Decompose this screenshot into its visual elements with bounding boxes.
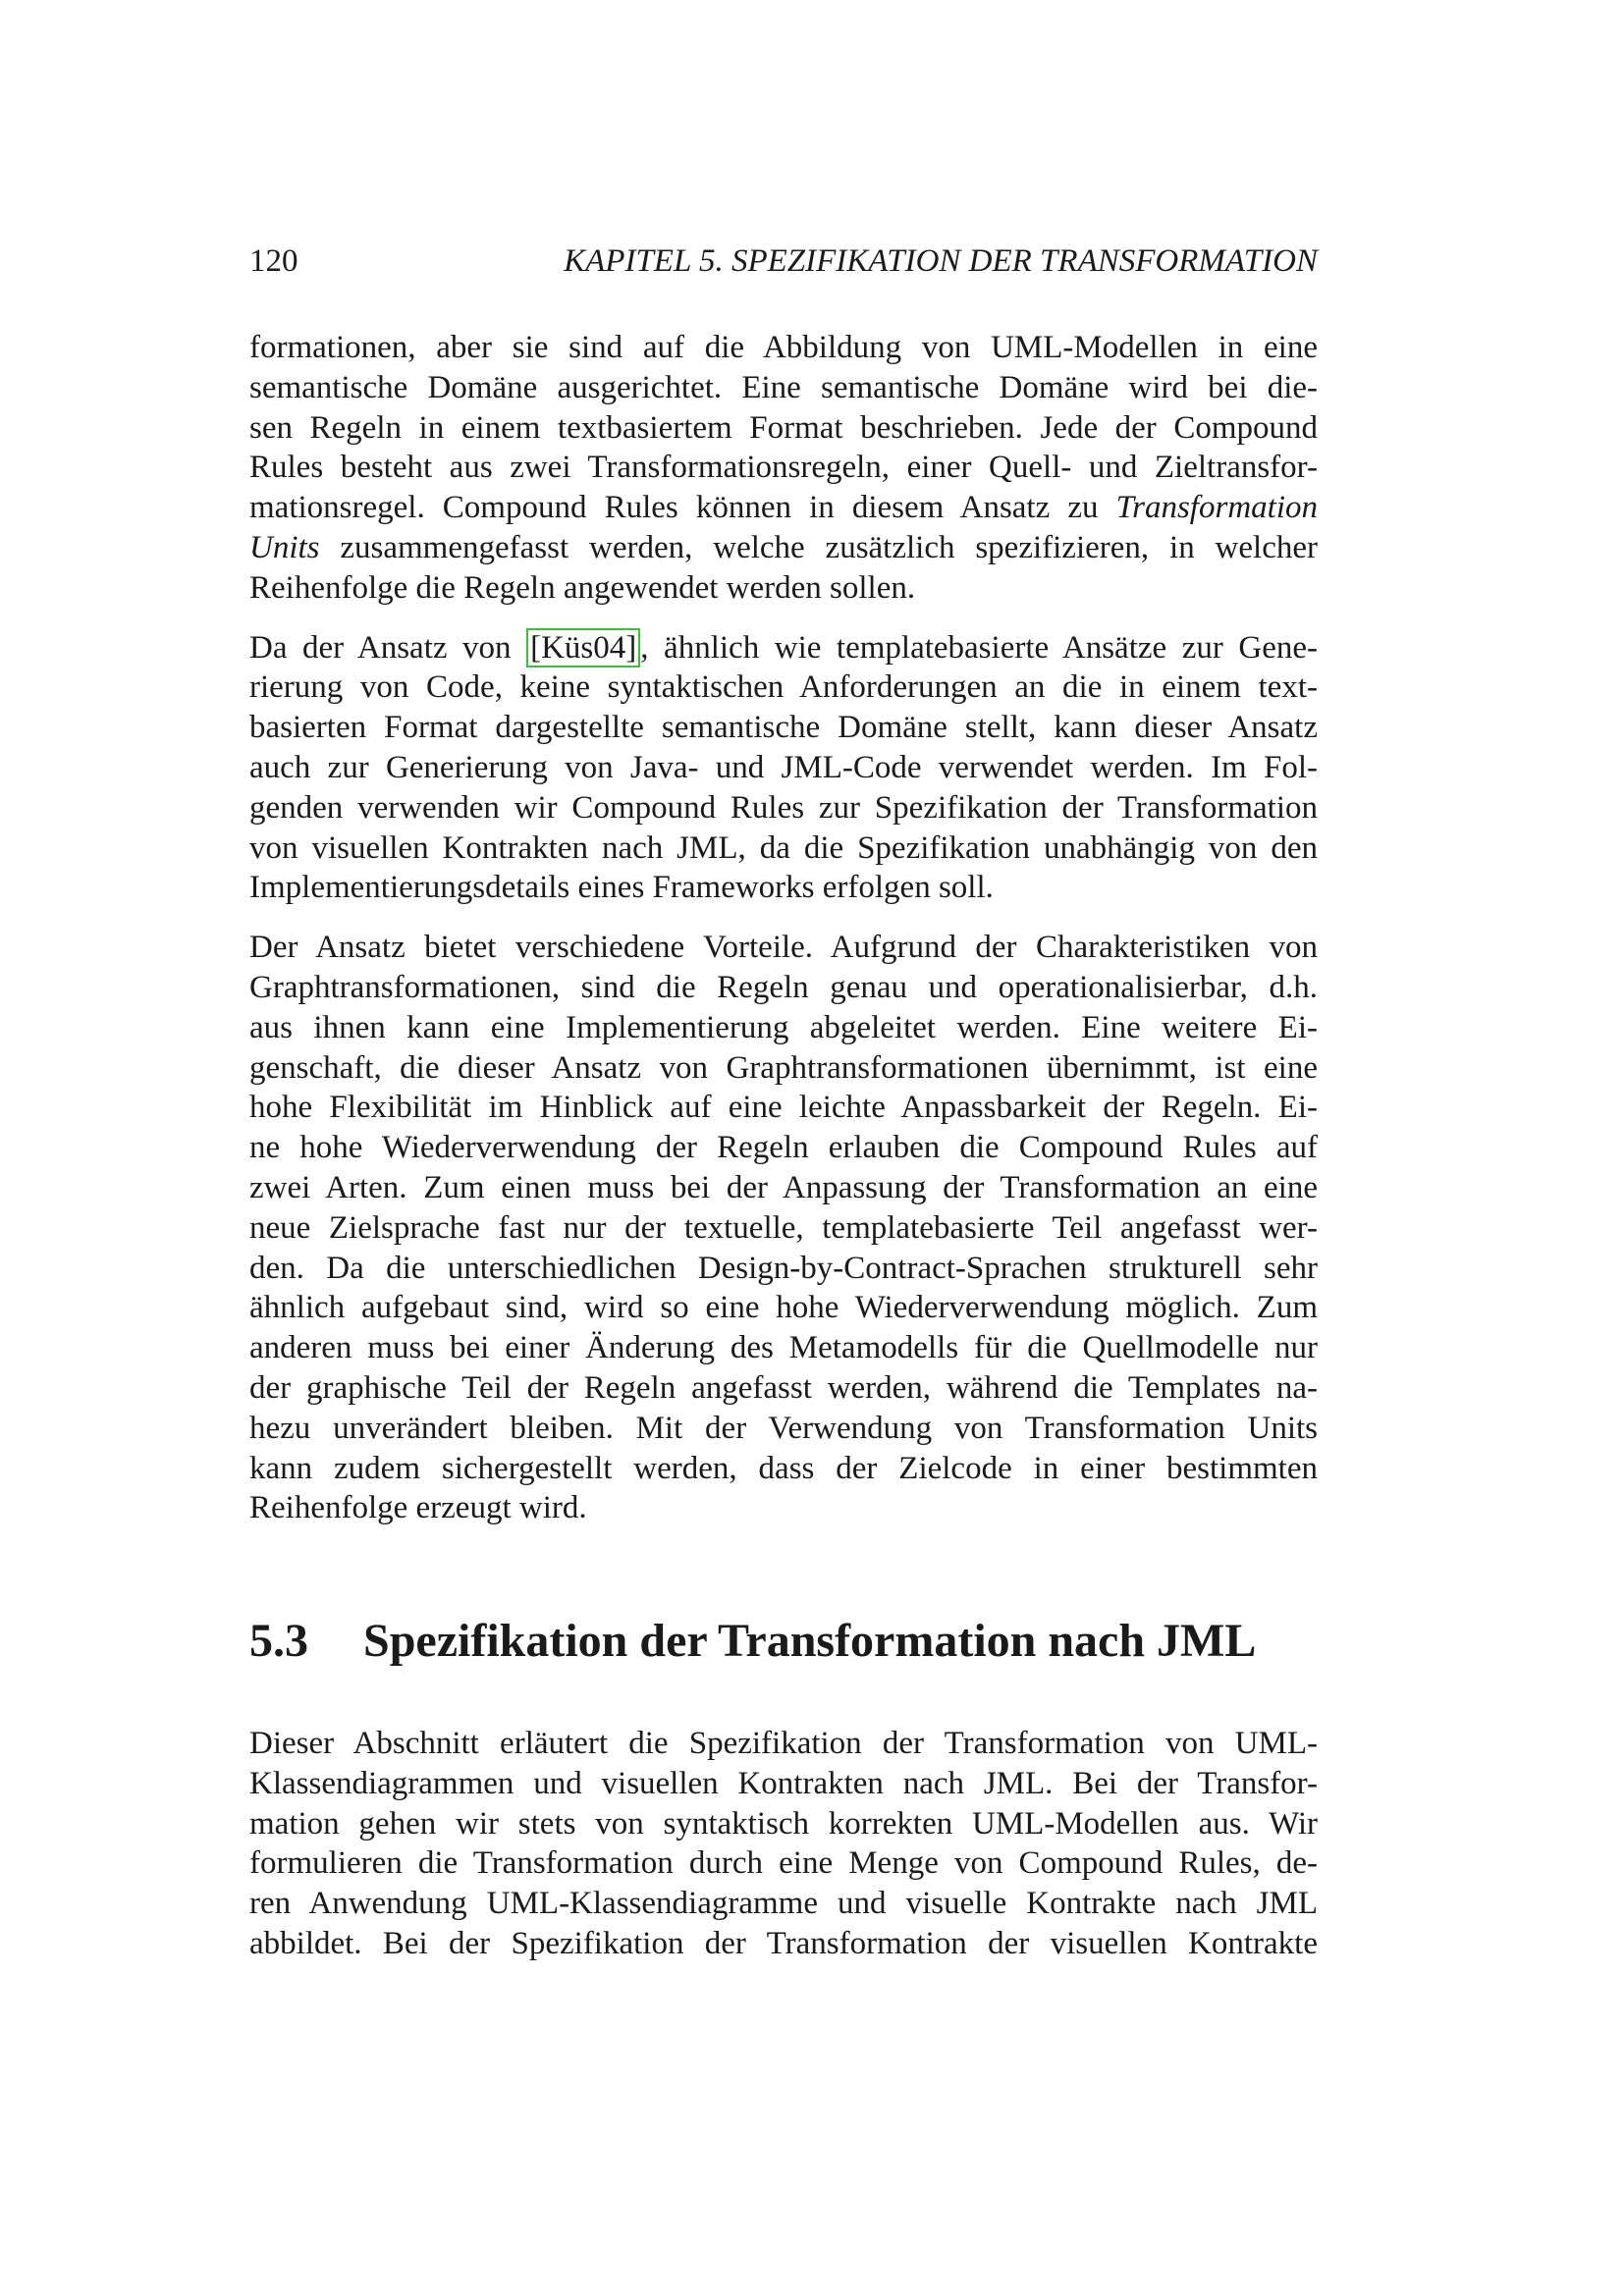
text-line: genden verwenden wir Compound Rules zur Spezifikation der Transformation (249, 789, 1318, 826)
emphasis-units: Units (249, 529, 320, 565)
text-line: Reihenfolge erzeugt wird. (249, 1490, 587, 1526)
text-line: rierung von Code, keine syntaktischen Anforderungen an die in einem text- (249, 669, 1318, 706)
text-line (249, 628, 1318, 668)
paragraph-1 (249, 328, 1318, 609)
text-line: Der Ansatz bietet verschiedene Vorteile. Aufgrund der Charakteristiken von (249, 930, 1318, 966)
text-line: formulieren die Transformation durch eine Menge von Compound Rules, de- (249, 1845, 1318, 1882)
text-line: der graphische Teil der Regeln angefasst werden, während die Templates na- (249, 1369, 1318, 1406)
text-line: semantische Domäne ausgerichtet. Eine semantische Domäne wird bei die- (249, 369, 1318, 405)
emphasis-transformation: Transformation (1115, 490, 1318, 526)
text-run: Da der Ansatz von (249, 629, 527, 666)
running-title: KAPITEL 5. SPEZIFIKATION DER TRANSFORMATION (564, 243, 1318, 279)
text-run: mationsregel. Compound Rules können in diesem Ansatz zu (249, 490, 1116, 526)
text-line: Implementierungsdetails eines Frameworks erfolgen soll. (249, 870, 994, 906)
paragraph-2 (249, 628, 1318, 909)
text-run: , ähnlich wie templatebasierte Ansätze zur Gene- (640, 629, 1318, 666)
page-header (249, 240, 1318, 283)
text-line: aus ihnen kann eine Implementierung abgeleitet werden. Eine weitere Ei- (249, 1009, 1318, 1045)
text-line: ähnlich aufgebaut sind, wird so eine hohe Wiederverwendung möglich. Zum (249, 1290, 1318, 1326)
text-line: sen Regeln in einem textbasiertem Format beschrieben. Jede der Compound (249, 409, 1318, 446)
text-line: hezu unverändert bleiben. Mit der Verwendung von Transformation Units (249, 1410, 1318, 1446)
text-line: ne hohe Wiederverwendung der Regeln erlauben die Compound Rules auf (249, 1130, 1318, 1166)
text-line: genschaft, die dieser Ansatz von Graphtransformationen übernimmt, ist eine (249, 1049, 1318, 1086)
text-line (249, 488, 1318, 528)
text-line: anderen muss bei einer Änderung des Metamodells für die Quellmodelle nur (249, 1330, 1318, 1366)
text-line: zwei Arten. Zum einen muss bei der Anpassung der Transformation an eine (249, 1169, 1318, 1205)
text-line: neue Zielsprache fast nur der textuelle, templatebasierte Teil angefasst wer- (249, 1209, 1318, 1246)
text-line (249, 528, 1318, 568)
text-line: hohe Flexibilität im Hinblick auf eine leichte Anpassbarkeit der Regeln. Ei- (249, 1090, 1318, 1126)
text-line: mation gehen wir stets von syntaktisch korrekten UML-Modellen aus. Wir (249, 1805, 1318, 1842)
paragraph-3 (249, 928, 1318, 1528)
text-line: basierten Format dargestellte semantische Domäne stellt, kann dieser Ansatz (249, 710, 1318, 746)
text-line: den. Da die unterschiedlichen Design-by-Contract-Sprachen strukturell sehr (249, 1250, 1318, 1286)
page-number: 120 (249, 243, 298, 279)
text-line: ren Anwendung UML-Klassendiagramme und visuelle Kontrakte nach JML (249, 1886, 1318, 1922)
text-line: Rules besteht aus zwei Transformationsregeln, einer Quell- und Zieltransfor- (249, 450, 1318, 486)
text-line: Reihenfolge die Regeln angewendet werden sollen. (249, 569, 916, 606)
section-number: 5.3 (249, 1615, 308, 1667)
text-line: abbildet. Bei der Spezifikation der Transformation der visuellen Kontrakte (249, 1925, 1318, 1961)
text-line: kann zudem sichergestellt werden, dass der Zielcode in einer bestimmten (249, 1450, 1318, 1486)
text-line: auch zur Generierung von Java- und JML-Code verwendet werden. Im Fol- (249, 749, 1318, 785)
section-title: Spezifikation der Transformation nach JML (363, 1615, 1257, 1667)
body-text-section (249, 1724, 1318, 1964)
text-line: Dieser Abschnitt erläutert die Spezifikation der Transformation von UML- (249, 1726, 1318, 1761)
text-line: formationen, aber sie sind auf die Abbildung von UML-Modellen in eine (249, 330, 1318, 365)
text-line: Klassendiagrammen und visuellen Kontrakten nach JML. Bei der Transfor- (249, 1765, 1318, 1801)
paragraph-4 (249, 1724, 1318, 1964)
text-line: von visuellen Kontrakten nach JML, da die Spezifikation unabhängig von den (249, 829, 1318, 866)
body-text (249, 328, 1318, 1528)
section-heading (249, 1610, 1256, 1673)
text-line: Graphtransformationen, sind die Regeln genau und operationalisierbar, d.h. (249, 969, 1318, 1005)
text-run: zusammengefasst werden, welche zusätzlich spezifizieren, in welcher (319, 529, 1318, 565)
citation-link[interactable]: [Küs04] (526, 628, 640, 667)
